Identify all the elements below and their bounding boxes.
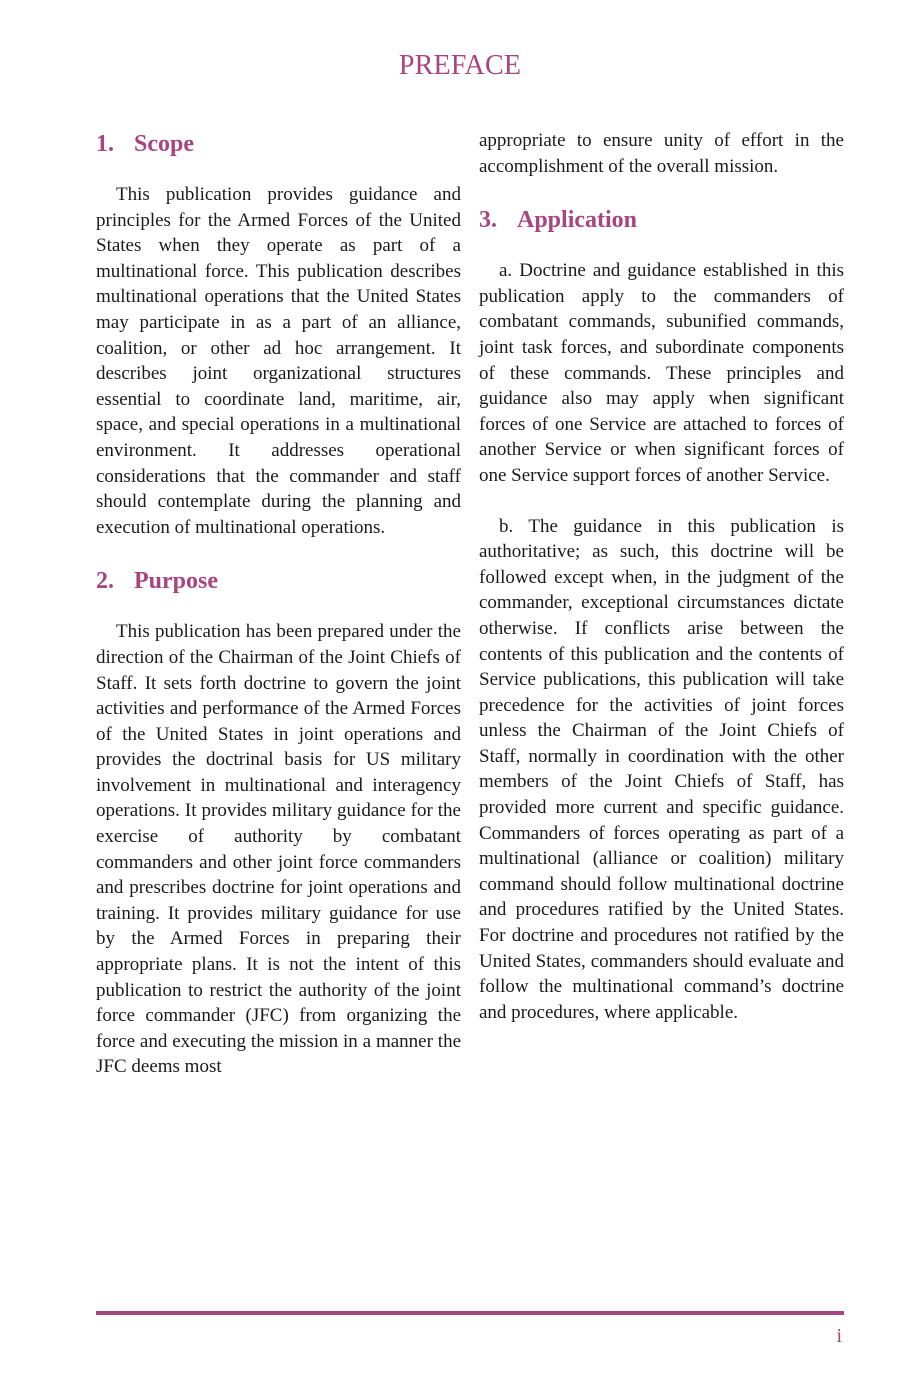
scope-paragraph: This publication provides guidance and principles for the Armed Forces of the United States when they operate as part of a multinational force. This publication describes multinational operations that the United States may participate in as a part of an alliance, coalition, or other ad hoc arrangement. It describes joint organizational structures essential to coordinate land, maritime, air, space, and special operations in a multinational environment. It addresses operational considerations that the commander and staff should contemplate during the planning and execution of multinational operations. [96, 184, 461, 538]
left-column [96, 128, 461, 1080]
section-heading-scope [96, 128, 461, 160]
section-number: 2. [96, 568, 114, 595]
footer-rule [96, 1311, 844, 1315]
application-paragraph-b: b. The guidance in this publication is authoritative; as such, this doctrine will be followed except when, in the judgment of the commander, exceptional circumstances dictate otherwise. If conflicts arise between the contents of this publication and the contents of Service publications, this publication will take precedence for the activities of joint forces unless the Chairman of the Joint Chiefs of Staff, normally in coordination with the other members of the Joint Chiefs of Staff, has provided more current and specific guidance. Commanders of forces operating as part of a multinational (alliance or coalition) military command should follow multinational doctrine and procedures ratified by the United States. For doctrine and procedures not ratified by the United States, commanders should evaluate and follow the multinational command’s doctrine and procedures, where applicable. [479, 515, 844, 1023]
section-title: Purpose [134, 568, 218, 595]
page-number: i [836, 1325, 842, 1347]
section-title: Scope [134, 131, 194, 157]
section-number: 3. [479, 207, 497, 234]
purpose-paragraph: This publication has been prepared under the direction of the Chairman of the Joint Chiefs of Staff. It sets forth doctrine to govern the joint activities and performance of the Armed Forces of the United States in joint operations and provides the doctrinal basis for US military involvement in multinational and interagency operations. It provides military guidance for the exercise of authority by combatant commanders and other joint force commanders and prescribes doctrine for joint operations and training. It provides military guidance for use by the Armed Forces in preparing their appropriate plans. It is not the intent of this publication to restrict the authority of the joint force commander (JFC) from organizing the force and executing the mission in a manner the JFC deems most [96, 621, 461, 1078]
section-number: 1. [96, 131, 114, 157]
right-column [479, 128, 844, 1025]
section-heading-application [479, 204, 844, 236]
purpose-paragraph-continued: appropriate to ensure unity of effort in the accomplishment of the overall mission. [479, 130, 844, 177]
section-heading-purpose [96, 565, 461, 597]
section-title: Application [517, 207, 638, 234]
application-paragraph-a: a. Doctrine and guidance established in this publication apply to the commanders of combatant commands, subunified commands, joint task forces, and subordinate components of these commands. These principles and guidance also may apply when significant forces of one Service are attached to forces of another Service or when significant forces of one Service support forces of another Service. [479, 260, 844, 486]
page-title: PREFACE [398, 50, 522, 81]
